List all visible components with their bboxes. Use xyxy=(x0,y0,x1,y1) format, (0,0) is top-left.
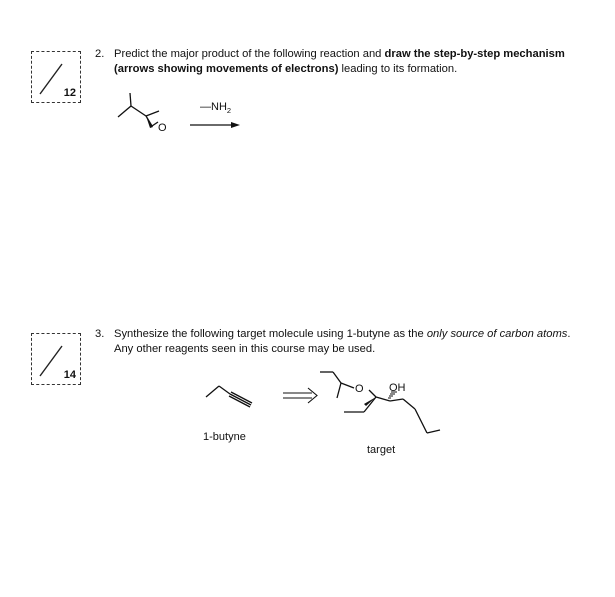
starting-material-label: 1-butyne xyxy=(203,431,246,443)
question-3-text xyxy=(95,327,575,357)
target-label: target xyxy=(367,444,396,456)
hash-bond xyxy=(388,392,397,398)
question-number: 2. xyxy=(95,48,105,60)
oxygen-atom: O xyxy=(355,383,364,395)
wedge-bond xyxy=(146,116,153,128)
oxygen-atom: O xyxy=(158,122,167,134)
question-body: Synthesize the following target molecule using 1-butyne as the only source of carbon atoms. Any other reagents seen in this course may be used. xyxy=(114,328,571,355)
reaction-arrow xyxy=(190,122,240,128)
retrosynthesis-arrow xyxy=(283,388,317,403)
score-box-q3[interactable] xyxy=(31,333,81,385)
question-2-text xyxy=(95,47,565,77)
target-molecule xyxy=(320,372,440,433)
question-body: Predict the major product of the following reaction and draw the step-by-step mechanism (arrows showing movements of electrons) leading to its formation. xyxy=(114,48,565,75)
epoxide-molecule xyxy=(118,93,159,126)
reagent-label: $—NH_2$ xyxy=(200,101,232,115)
wedge-bond xyxy=(364,397,376,406)
hydroxyl-group: OH xyxy=(389,382,406,394)
score-box-q2[interactable] xyxy=(31,51,81,103)
butyne-molecule xyxy=(206,386,252,407)
score-value: 14 xyxy=(63,369,76,381)
score-value: 12 xyxy=(63,87,76,99)
question-number: 3. xyxy=(95,328,105,340)
